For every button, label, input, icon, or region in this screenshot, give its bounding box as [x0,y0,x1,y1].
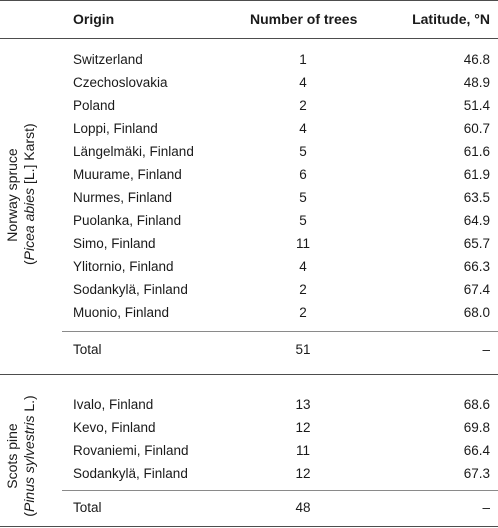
cell-origin: Puolanka, Finland [73,213,182,228]
cell-trees: 5 [299,144,307,159]
cell-latitude: 68.0 [463,305,490,320]
cell-latitude: 67.3 [463,466,490,481]
group-label-scots-pine [4,386,40,526]
cell-trees: 4 [299,121,307,136]
cell-latitude: 48.9 [463,75,490,90]
group-common-name: Scots pine [4,423,20,489]
group-separator-rule [0,374,498,375]
cell-origin: Simo, Finland [73,236,156,251]
cell-origin: Sodankylä, Finland [73,282,188,297]
group-label-norway-spruce [4,125,40,265]
cell-trees: 5 [299,213,307,228]
group-scientific-name: (Picea abies [L.] Karst) [21,123,37,265]
cell-latitude: 66.3 [463,259,490,274]
table-top-rule [0,0,498,1]
subtotal-rule [62,331,498,332]
header-origin: Origin [73,11,115,27]
total-label: Total [73,500,102,515]
cell-origin: Muonio, Finland [73,305,170,320]
cell-trees: 11 [295,443,310,458]
cell-origin: Längelmäki, Finland [73,144,194,159]
cell-origin: Kevo, Finland [73,420,156,435]
cell-trees: 4 [299,259,307,274]
cell-latitude: 46.8 [463,52,490,67]
subtotal-rule [62,490,498,491]
group-scientific-name: (Pinus sylvestris L.) [21,395,37,517]
cell-origin: Ivalo, Finland [73,397,154,412]
table-bottom-rule [0,526,498,527]
cell-trees: 2 [299,282,307,297]
cell-latitude: 65.7 [463,236,490,251]
cell-latitude: 64.9 [463,213,490,228]
cell-latitude: 67.4 [463,282,490,297]
total-trees: 48 [295,500,311,515]
total-trees: 51 [295,342,311,357]
cell-trees: 5 [299,190,307,205]
cell-origin: Czechoslovakia [73,75,168,90]
header-number-of-trees: Number of trees [250,11,358,27]
cell-trees: 11 [295,236,310,251]
cell-origin: Muurame, Finland [73,167,182,182]
cell-trees: 2 [299,305,307,320]
cell-latitude: 61.6 [463,144,490,159]
total-latitude: – [482,500,490,515]
cell-latitude: 66.4 [463,443,490,458]
cell-trees: 2 [299,98,307,113]
cell-latitude: 51.4 [463,98,490,113]
cell-latitude: 60.7 [463,121,490,136]
cell-trees: 1 [299,52,307,67]
cell-origin: Ylitornio, Finland [73,259,174,274]
cell-latitude: 63.5 [463,190,490,205]
total-latitude: – [482,342,490,357]
cell-trees: 6 [299,167,307,182]
cell-origin: Loppi, Finland [73,121,158,136]
group-common-name: Norway spruce [4,148,20,242]
cell-origin: Poland [73,98,116,113]
header-rule [0,38,498,39]
cell-latitude: 68.6 [463,397,490,412]
total-label: Total [73,342,102,357]
cell-latitude: 69.8 [463,420,490,435]
header-latitude: Latitude, °N [412,11,490,27]
cell-origin: Rovaniemi, Finland [73,443,189,458]
cell-latitude: 61.9 [463,167,490,182]
cell-trees: 4 [299,75,307,90]
cell-trees: 12 [295,420,311,435]
cell-trees: 13 [295,397,311,412]
cell-origin: Nurmes, Finland [73,190,173,205]
cell-origin: Sodankylä, Finland [73,466,188,481]
cell-origin: Switzerland [73,52,143,67]
cell-trees: 12 [295,466,311,481]
